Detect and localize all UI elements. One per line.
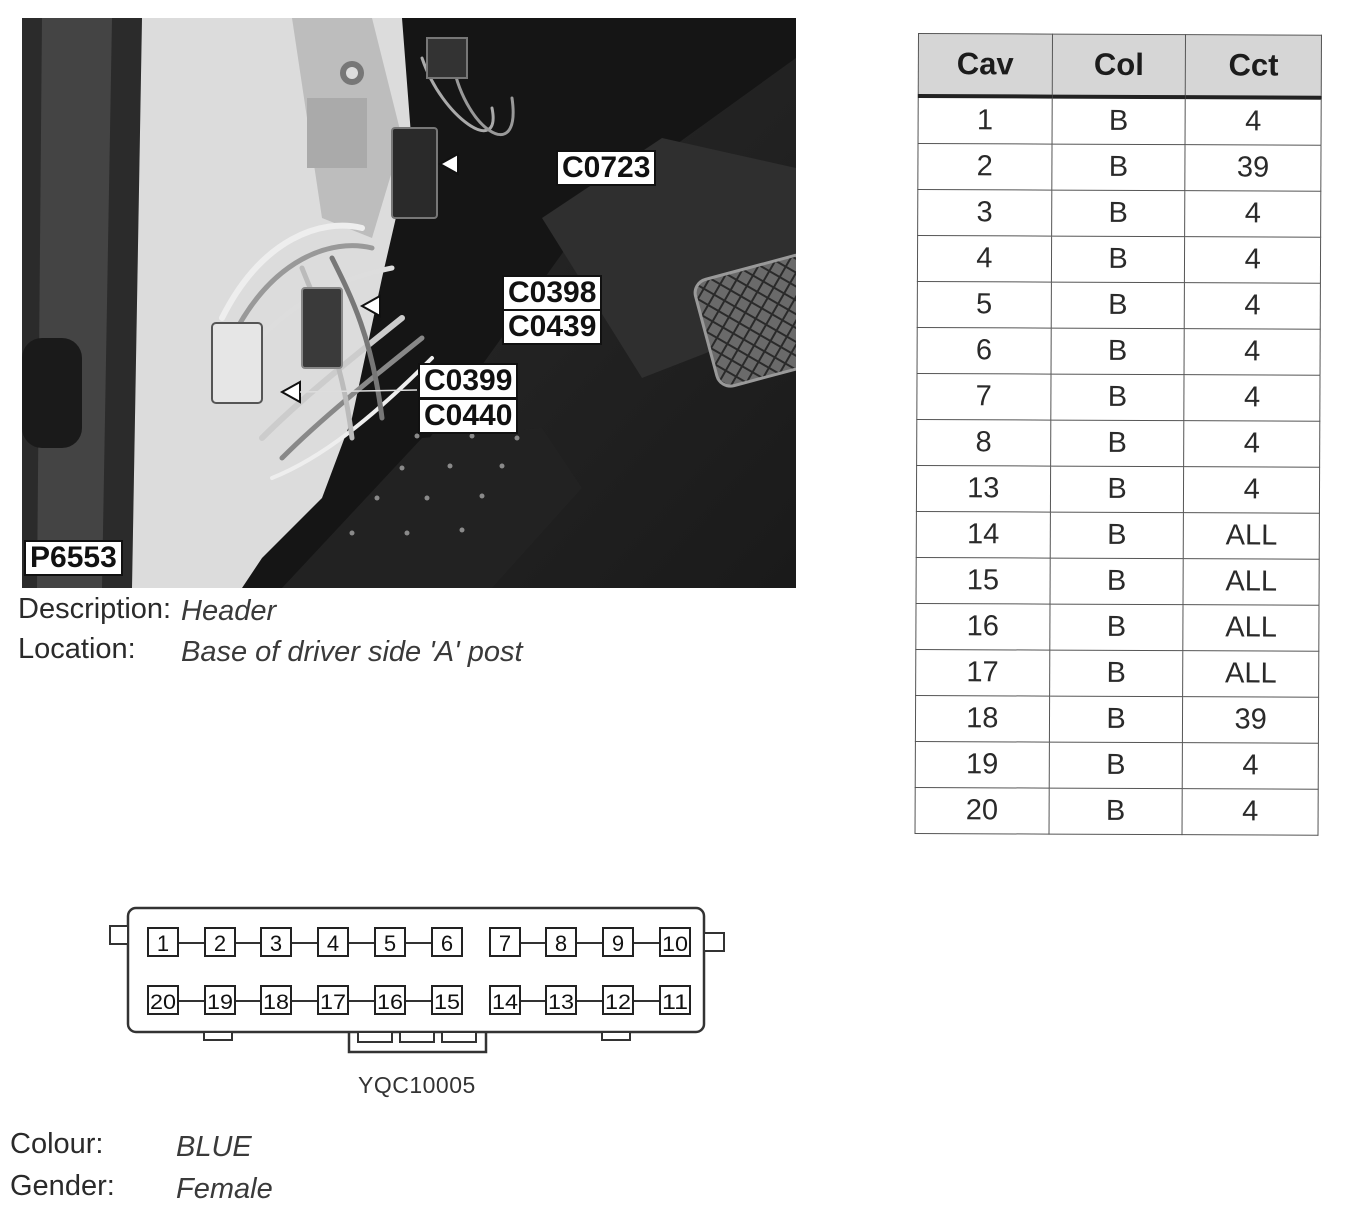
table-row bbox=[917, 236, 1320, 284]
pin-number: 11 bbox=[662, 991, 688, 1014]
cell-cav: 8 bbox=[917, 419, 1051, 466]
location-row bbox=[18, 633, 136, 666]
pin-number: 12 bbox=[605, 991, 631, 1014]
table-header-row bbox=[918, 34, 1321, 98]
colour-value: BLUE bbox=[176, 1131, 252, 1163]
cell-cav: 1 bbox=[918, 96, 1052, 144]
cell-col: B bbox=[1050, 374, 1184, 421]
callout-c0439: C0439 bbox=[502, 309, 602, 345]
table-row bbox=[917, 281, 1320, 329]
cell-col: B bbox=[1051, 282, 1185, 329]
cell-cav: 7 bbox=[917, 373, 1051, 420]
cell-col: B bbox=[1051, 236, 1185, 283]
cell-col: B bbox=[1049, 650, 1183, 697]
location-value: Base of driver side 'A' post bbox=[181, 636, 523, 668]
cell-cav: 14 bbox=[916, 511, 1050, 558]
cell-cct: 4 bbox=[1185, 191, 1321, 238]
cell-cav: 19 bbox=[915, 741, 1049, 788]
cell-cav: 17 bbox=[916, 649, 1050, 696]
cell-col: B bbox=[1050, 558, 1184, 605]
callout-c0398: C0398 bbox=[502, 275, 602, 311]
pin-number: 7 bbox=[498, 931, 512, 956]
cell-cct: 4 bbox=[1183, 743, 1319, 790]
table-row bbox=[918, 144, 1321, 192]
cell-col: B bbox=[1049, 696, 1183, 743]
cell-cav: 15 bbox=[916, 557, 1050, 604]
gender-label: Gender: bbox=[10, 1170, 115, 1202]
pin-number: 6 bbox=[440, 931, 454, 956]
cell-cav: 4 bbox=[917, 236, 1051, 283]
cell-cav: 20 bbox=[915, 787, 1049, 834]
table-row bbox=[916, 557, 1319, 605]
pin-table bbox=[915, 33, 1322, 836]
cell-col: B bbox=[1050, 420, 1184, 467]
cell-cct: 4 bbox=[1182, 789, 1318, 836]
table-row bbox=[918, 190, 1321, 238]
cell-cct: ALL bbox=[1184, 513, 1320, 560]
table-row bbox=[916, 465, 1319, 513]
pin-table-body bbox=[915, 96, 1321, 835]
cell-col: B bbox=[1052, 97, 1186, 145]
cell-cav: 16 bbox=[916, 603, 1050, 650]
table-row bbox=[916, 649, 1319, 697]
table-row bbox=[915, 787, 1318, 835]
connector-face-diagram bbox=[100, 900, 740, 1070]
table-row bbox=[917, 419, 1320, 467]
pin-number: 3 bbox=[269, 931, 283, 956]
cell-cct: 4 bbox=[1185, 283, 1321, 330]
pin-number: 1 bbox=[156, 931, 170, 956]
cell-cav: 5 bbox=[917, 281, 1051, 328]
cell-col: B bbox=[1050, 466, 1184, 513]
pin-number: 16 bbox=[377, 991, 403, 1014]
callout-c0723: C0723 bbox=[556, 150, 656, 186]
pin-number: 17 bbox=[320, 991, 346, 1014]
gender-value: Female bbox=[176, 1173, 273, 1205]
cell-cct: 4 bbox=[1185, 237, 1321, 284]
pin-number: 10 bbox=[662, 933, 688, 956]
cell-cct: ALL bbox=[1183, 559, 1319, 606]
pin-number: 19 bbox=[207, 991, 233, 1014]
cell-cct: 4 bbox=[1184, 375, 1320, 422]
cell-cav: 6 bbox=[917, 327, 1051, 374]
cell-cav: 2 bbox=[918, 144, 1052, 191]
cell-cct: ALL bbox=[1183, 605, 1319, 652]
description-value: Header bbox=[181, 595, 277, 627]
cell-cav: 3 bbox=[918, 190, 1052, 237]
cell-cct: 4 bbox=[1184, 329, 1320, 376]
cell-col: B bbox=[1049, 788, 1183, 835]
pin-number: 15 bbox=[434, 991, 460, 1014]
cell-col: B bbox=[1050, 512, 1184, 559]
pin-number: 4 bbox=[326, 931, 340, 956]
pin-number: 8 bbox=[554, 931, 568, 956]
cell-cct: 39 bbox=[1185, 145, 1321, 192]
cell-cav: 13 bbox=[916, 465, 1050, 512]
callout-c0399: C0399 bbox=[418, 363, 518, 399]
pin-number: 5 bbox=[383, 931, 397, 956]
part-number: YQC10005 bbox=[358, 1072, 476, 1098]
table-row bbox=[915, 741, 1318, 789]
pin-number: 2 bbox=[213, 931, 227, 956]
connector-location-photo bbox=[22, 18, 796, 588]
cell-col: B bbox=[1049, 742, 1183, 789]
callout-c0440: C0440 bbox=[418, 398, 518, 434]
table-row bbox=[917, 373, 1320, 421]
pin-number: 14 bbox=[492, 991, 519, 1014]
cell-cct: ALL bbox=[1183, 651, 1319, 698]
cell-col: B bbox=[1052, 144, 1186, 191]
location-label: Location: bbox=[18, 633, 136, 665]
table-row bbox=[916, 511, 1319, 559]
table-row bbox=[918, 96, 1321, 145]
header-cav: Cav bbox=[918, 34, 1052, 97]
cell-cav: 18 bbox=[915, 695, 1049, 742]
cell-col: B bbox=[1051, 190, 1185, 237]
cell-cct: 4 bbox=[1184, 467, 1320, 514]
cell-col: B bbox=[1049, 604, 1183, 651]
header-col: Col bbox=[1052, 34, 1186, 97]
description-label: Description: bbox=[18, 593, 172, 625]
table-row bbox=[916, 603, 1319, 651]
pin-number: 18 bbox=[263, 991, 289, 1014]
header-cct: Cct bbox=[1186, 35, 1322, 98]
cell-col: B bbox=[1051, 328, 1185, 375]
cell-cct: 4 bbox=[1185, 97, 1321, 145]
cell-cct: 39 bbox=[1183, 697, 1319, 744]
table-row bbox=[915, 695, 1318, 743]
pin-number: 20 bbox=[150, 991, 176, 1014]
cell-cct: 4 bbox=[1184, 421, 1320, 468]
description-row bbox=[18, 593, 171, 626]
table-row bbox=[917, 327, 1320, 375]
pin-number: 13 bbox=[548, 991, 574, 1014]
pin-number: 9 bbox=[611, 931, 625, 956]
colour-label: Colour: bbox=[10, 1128, 104, 1160]
photo-id-label: P6553 bbox=[24, 540, 123, 576]
